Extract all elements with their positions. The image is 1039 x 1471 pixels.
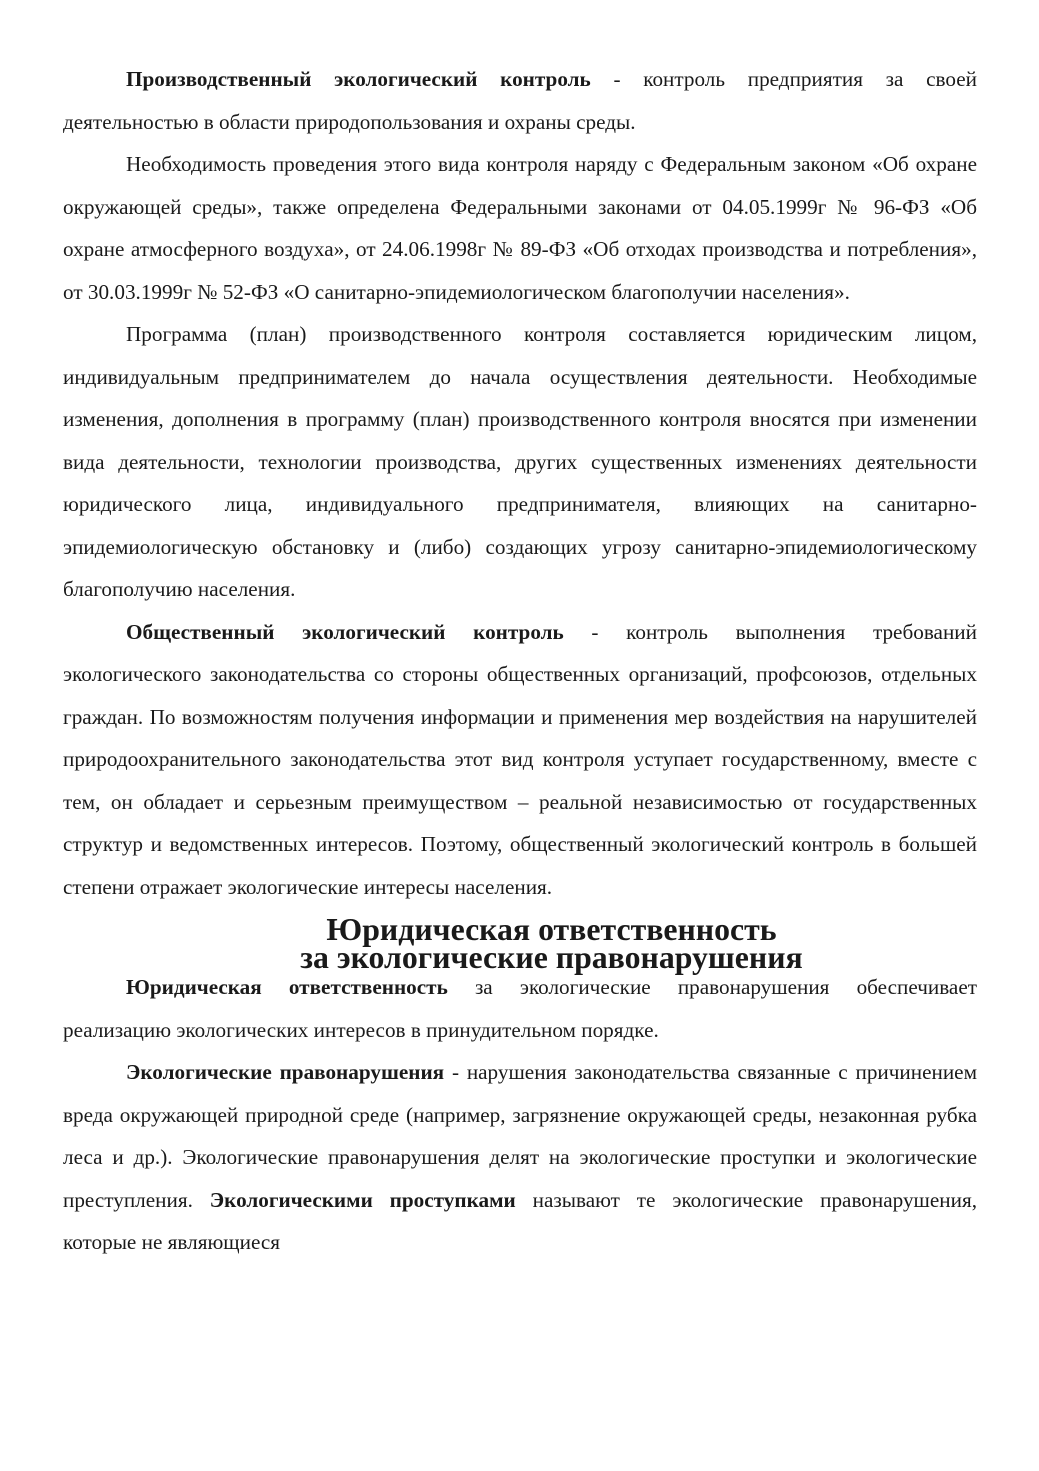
paragraph-control-program: [63, 313, 977, 611]
section-heading-line-1: Юридическая ответственность: [326, 912, 777, 947]
paragraph-text: - нарушения законодательства связанные с причинением вреда окружающей природной среде (например, загрязнение окружающей среды, незаконная рубка леса и др.). Экологические правонарушения делят на экологические проступки и экологические преступления.: [63, 1060, 977, 1212]
paragraph-text-continued: называют те экологические правонарушения, которые не являющиеся: [63, 1187, 977, 1254]
term-eco-misdemeanors: Экологическими проступками: [209, 1187, 516, 1212]
section-heading-line-2: за экологические правонарушения: [300, 940, 803, 975]
paragraph-legal-liability: [63, 966, 977, 1051]
paragraph-text: за экологические правонарушения обеспечивает реализацию экологических интересов в принудительном порядке.: [63, 975, 977, 1042]
paragraph-legal-basis: [63, 143, 977, 313]
paragraph-production-control: [63, 58, 977, 143]
term-production-control: Производственный экологический контроль: [126, 67, 591, 91]
paragraph-text: - контроль выполнения требований экологического законодательства со стороны общественных организаций, профсоюзов, отдельных граждан. По возможностям получения информации и применения мер воздействия на нарушителей природоохранительного законодательства этот вид контроля уступает государственному, вместе с тем, он обладает и серьезным преимуществом – реальной независимостью от государственных структур и ведомственных интересов. Поэтому, общественный экологический контроль в большей степени отражает экологические интересы населения.: [63, 619, 977, 899]
term-public-control: Общественный экологический контроль: [126, 619, 564, 644]
section-heading: [63, 908, 977, 975]
term-legal-liability: Юридическая ответственность: [126, 975, 448, 999]
term-eco-offenses: Экологические правонарушения: [126, 1060, 445, 1084]
paragraph-eco-offenses: [63, 1051, 977, 1264]
paragraph-text: Необходимость проведения этого вида контроля наряду с Федеральным законом «Об охране окружающей среды», также определена Федеральными законами от 04.05.1999г № 96-ФЗ «Об охране атмосферного воздуха», от 24.06.1998г № 89-ФЗ «Об отходах производства и потребления», от 30.03.1999г № 52-ФЗ «О санитарно-эпидемиологическом благополучии населения».: [63, 152, 977, 304]
document-body: [63, 58, 977, 1264]
paragraph-public-control: [63, 611, 977, 909]
paragraph-text: - контроль предприятия за своей деятельностью в области природопользования и охраны среды.: [63, 67, 977, 134]
paragraph-text: Программа (план) производственного контроля составляется юридическим лицом, индивидуальным предпринимателем до начала осуществления деятельности. Необходимые изменения, дополнения в программу (план) производственного контроля вносятся при изменении вида деятельности, технологии производства, других существенных изменениях деятельности юридического лица, индивидуального предпринимателя, влияющих на санитарно-эпидемиологическую обстановку и (либо) создающих угрозу санитарно-эпидемиологическому благополучию населения.: [63, 322, 977, 601]
